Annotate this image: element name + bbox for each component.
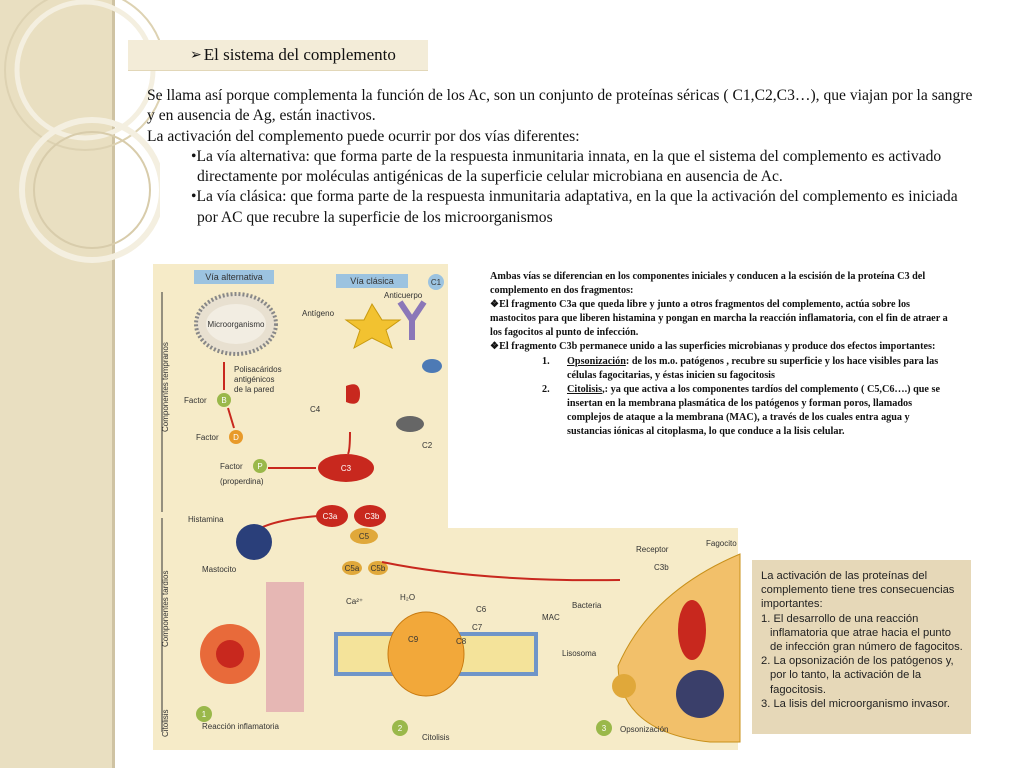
c6-label: C6 [476, 605, 487, 614]
antibody-label: Anticuerpo [384, 291, 423, 300]
consequence-item: 3. La lisis del microorganismo invasor. [761, 697, 951, 710]
bacteria-label: Bacteria [572, 601, 602, 610]
mast-cell-nucleus [216, 640, 244, 668]
c5-label: C5 [358, 532, 370, 541]
c1-label: C1 [430, 278, 442, 287]
calcium-label: Ca²⁺ [346, 597, 364, 606]
panel-2-number: 2 [397, 724, 403, 733]
side-notes-c3a [490, 298, 950, 340]
c7-label: C7 [472, 623, 483, 632]
c2-label: C2 [422, 441, 433, 450]
factor-p-letter: P [257, 462, 263, 471]
c3a-text: ❖El fragmento C3a que queda libre y junto a otros fragmentos del complemento, actúa sobre los mastocitos para que liberen histamina y pongan en marcha [490, 299, 911, 325]
side-notes-intro: Ambas vías se diferencian en los componentes iniciales y conducen a la escisión de la proteína C3 del complemento en dos fragmentos: [490, 271, 926, 297]
mac-label: MAC [542, 613, 560, 622]
panel-1-number: 1 [201, 710, 207, 719]
c3b-receptor-label: C3b [654, 563, 669, 572]
bullet-classical-pathway: •La vía clásica: que forma parte de la respuesta inmunitaria adaptativa, en la que la activación del complemento es iniciada por AC que recubre la superficie de los microorganismos [191, 188, 958, 226]
effects-list [490, 355, 950, 440]
opsonization-label: Opsonización [620, 725, 669, 734]
classical-pathway-label: Vía clásica [350, 276, 394, 286]
effect-item-cytolysis [490, 383, 950, 439]
consequence-item: 2. La opsonización de los patógenos y, por lo tanto, la activación de la fagocitosis. [761, 655, 954, 696]
late-components-label: Componentes tardíos [161, 570, 170, 647]
effect-number: 2. [542, 383, 550, 395]
early-components-label: Componentes tempranos [161, 342, 170, 432]
c8-label: C8 [456, 637, 467, 646]
c5a-label: C5a [344, 564, 360, 573]
lysosome [612, 674, 636, 698]
factor-d-label: Factor [196, 433, 219, 442]
microorganism-label: Microorganismo [207, 320, 265, 329]
panel-3-number: 3 [601, 724, 607, 733]
effect-text: ,: ya que activa a los componentes tardíos del complemento ( C5,C6….) que se insertan en la membrana plasmática de los patógenos y forman poros, llamados complejos de ataque a la membrana (MAC), a través de los cuales entra agua y sustancias iónicas al citoplasma, lo que conduce a la lisis celular. [567, 383, 940, 438]
inflammatory-reaction-label: Reacción inflamatoria [202, 722, 279, 731]
bullet-alternative-pathway: •La vía alternativa: que forma parte de la respuesta inmunitaria innata, en la que el sistema del complemento es activado directamente por moléculas antigénicas de la superficie celular microbiana en ausencia de Ac. [191, 147, 942, 186]
c3a-bold: la reacción inflamatoria [749, 313, 854, 325]
body-text [147, 86, 977, 228]
cytolysis-label: Citolisis [422, 733, 450, 742]
c9-label: C9 [408, 635, 419, 644]
polysaccharides-label-1: Polisacáridos [234, 365, 282, 374]
c2-molecule [396, 416, 424, 432]
effect-item-opsonization [490, 355, 950, 383]
phagocyte-label: Fagocito [706, 539, 737, 548]
receptor-label: Receptor [636, 545, 669, 554]
effect-number: 1. [542, 355, 550, 367]
c5b-label: C5b [370, 564, 386, 573]
histamine-granule [236, 524, 272, 560]
lysosome-label: Lisosoma [562, 649, 597, 658]
paragraph-definition: Se llama así porque complementa la función de los Ac, son un conjunto de proteínas séricas ( C1,C2,C3…), que viajan por la sangre y en ausencia de Ag, están inactivos. [147, 87, 973, 125]
consequences-box [752, 560, 971, 734]
mac-pore [388, 612, 464, 696]
alternative-pathway-label: Vía alternativa [205, 272, 263, 282]
paragraph-activation: La activación del complemento puede ocurrir por dos vías diferentes: [147, 127, 580, 145]
bacteria [678, 600, 706, 660]
polysaccharides-label-2: antigénicos [234, 375, 275, 384]
side-notes [490, 270, 950, 439]
c3b-label: C3b [364, 512, 380, 521]
cytolysis-axis-label: Citolisis [161, 709, 170, 737]
effect-term: Opsonización [567, 355, 626, 367]
factor-b-label: Factor [184, 396, 207, 405]
slide-title-text: El sistema del complemento [203, 45, 396, 64]
factor-p-label: Factor [220, 462, 243, 471]
polysaccharides-label-3: de la pared [234, 385, 275, 394]
properdin-label: (properdina) [220, 477, 264, 486]
c1-complex [422, 359, 442, 373]
side-notes-c3b: ❖El fragmento C3b permanece unido a las superficies microbianas y produce dos efectos importantes: [490, 341, 936, 353]
c4-label: C4 [310, 405, 321, 414]
phagocyte-nucleus [676, 670, 724, 718]
h2o-label: H₂O [400, 593, 416, 602]
factor-b-letter: B [221, 396, 227, 405]
effect-text: : de los m.o. patógenos , recubre su superficie y los hace visibles para las células fagocitarias, y éstas inicien su fagocitosis [567, 355, 939, 381]
blood-vessel [266, 582, 304, 712]
c3a-text-end: , con el fin de atraer a los fagocitos al punto de infección. [490, 313, 948, 339]
factor-d-letter: D [233, 433, 239, 442]
consequence-item: 1. El desarrollo de una reacción inflamatoria que atrae hacia el punto de infección gran número de fagocitos. [761, 612, 963, 654]
arrow-bullet-icon: ➢ [190, 47, 202, 63]
c3a-label: C3a [322, 512, 338, 521]
antigen-label: Antígeno [302, 309, 335, 318]
c3-label: C3 [340, 464, 352, 473]
slide-title [128, 40, 428, 71]
effect-term: Citolisis [567, 383, 603, 395]
histamine-label: Histamina [188, 515, 224, 524]
mast-cell-label: Mastocito [202, 565, 237, 574]
consequences-intro: La activación de las proteínas del complemento tiene tres consecuencias importantes: [761, 570, 955, 611]
c4-molecule [346, 384, 360, 404]
